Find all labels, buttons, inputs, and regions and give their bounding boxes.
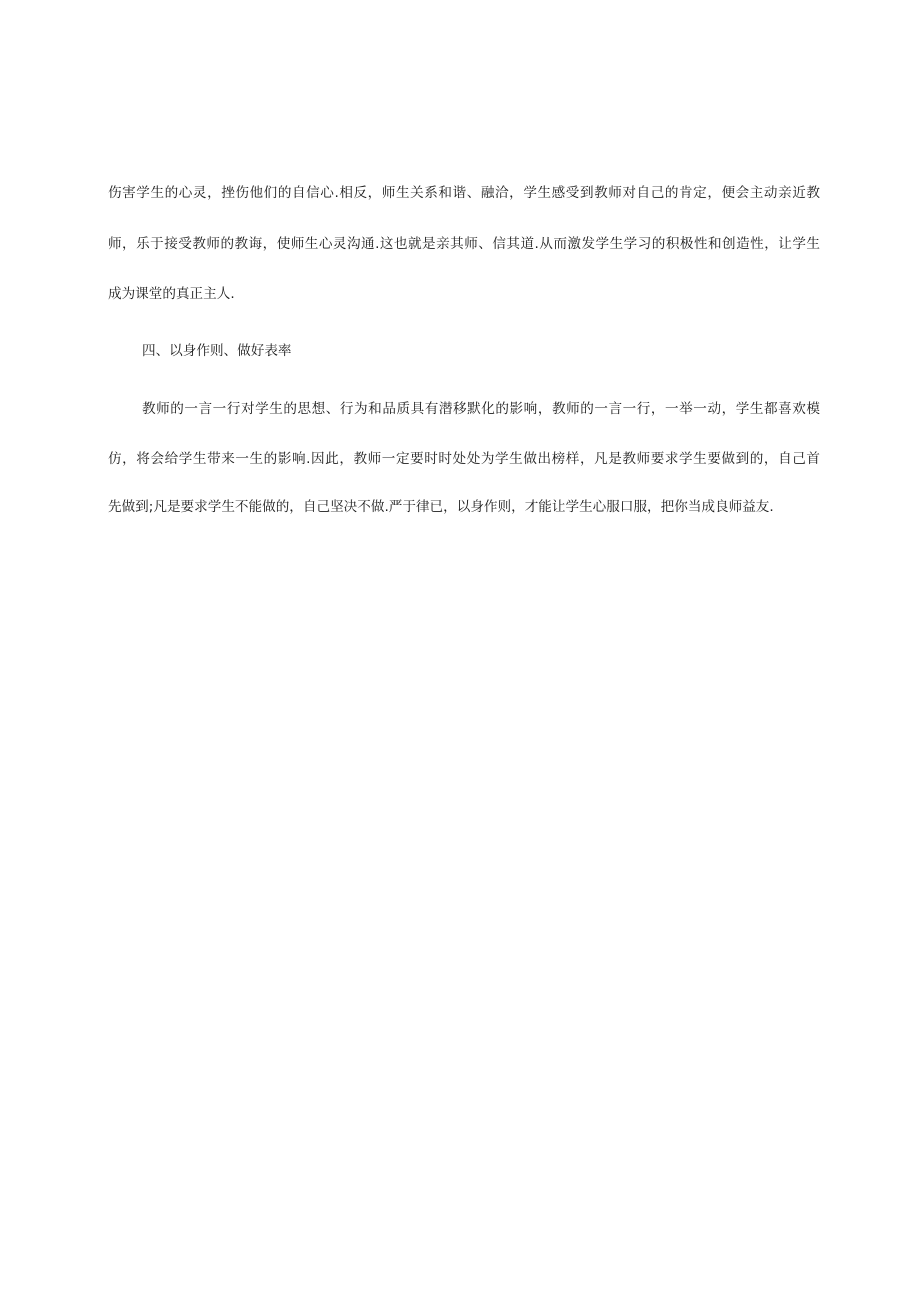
paragraph-line: 成为课堂的真正主人. bbox=[108, 286, 235, 302]
paragraph-line: 师，乐于接受教师的教诲，使师生心灵沟通.这也就是亲其师、信其道.从而激发学生学习的积极性和创造性，让学生 bbox=[108, 236, 820, 252]
paragraph-line: 伤害学生的心灵，挫伤他们的自信心.相反，师生关系和谐、融洽，学生感受到教师对自己的肯定，便会主动亲近教 bbox=[108, 185, 820, 201]
paragraph-line: 教师的一言一行对学生的思想、行为和品质具有潜移默化的影响，教师的一言一行，一举一动，学生都喜欢模 bbox=[142, 401, 820, 417]
paragraph-line: 仿，将会给学生带来一生的影响.因此，教师一定要时时处处为学生做出榜样，凡是教师要求学生要做到的，自己首 bbox=[108, 451, 820, 467]
section-heading: 四、以身作则、做好表率 bbox=[142, 343, 292, 359]
paragraph-line: 先做到;凡是要求学生不能做的，自己坚决不做.严于律已，以身作则，才能让学生心服口服，把你当成良师益友. bbox=[108, 499, 774, 515]
